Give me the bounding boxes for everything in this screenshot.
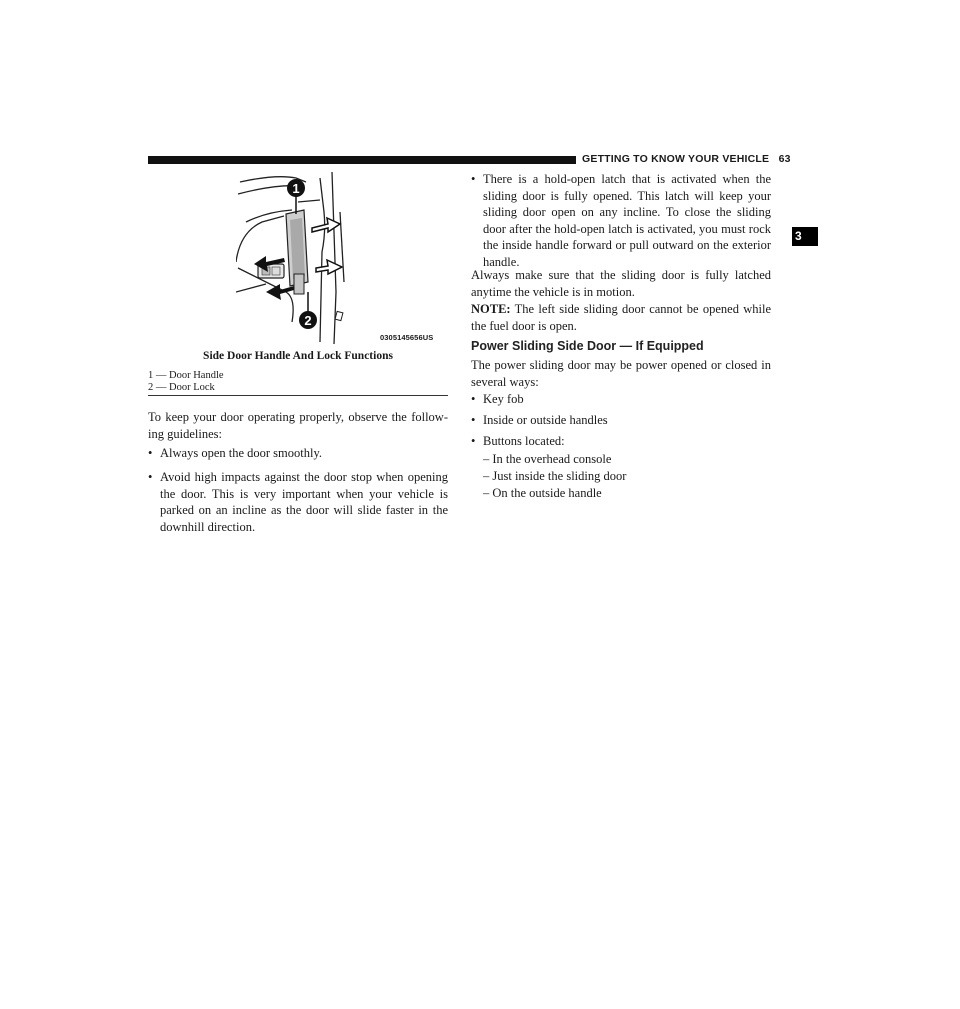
legend-item-2: 2 — Door Lock bbox=[148, 382, 215, 393]
note-text: The left side sliding door cannot be opened while the fuel door is open. bbox=[471, 302, 772, 333]
legend-rule bbox=[148, 395, 448, 396]
bullet-icon: • bbox=[148, 446, 153, 460]
sub-list-item: – In the overhead console bbox=[483, 452, 612, 466]
door-lock-knob bbox=[294, 274, 304, 294]
section-intro: The power sliding door may be power opened or closed in several ways: bbox=[471, 358, 771, 389]
note-label: NOTE: bbox=[471, 302, 511, 316]
running-header bbox=[582, 153, 791, 165]
page-number: 63 bbox=[778, 153, 791, 165]
left-column: To keep your door operating properly, observe the follow-ing guidelines: • Always open the door smoothly. • Avoid high impacts against the door stop when opening the door. This is very important when your vehicle is parked on an incline as the door will slide faster in the downhill direction. bbox=[148, 410, 448, 534]
figure-code: 0305145656US bbox=[380, 333, 434, 342]
bullet-icon: • bbox=[471, 434, 476, 448]
arrow-right-lower bbox=[316, 260, 342, 274]
legend-item-1: 1 — Door Handle bbox=[148, 370, 224, 381]
sub-list-item: – On the outside handle bbox=[483, 486, 602, 500]
section-heading: Power Sliding Side Door — If Equipped bbox=[471, 339, 704, 353]
section-title: GETTING TO KNOW YOUR VEHICLE bbox=[582, 153, 770, 165]
header-rule bbox=[148, 156, 576, 164]
bullet-icon: • bbox=[471, 392, 476, 406]
figure-caption: Side Door Handle And Lock Functions bbox=[203, 350, 393, 362]
sub-list-item: – Just inside the sliding door bbox=[483, 469, 627, 483]
callout-1-label: 1 bbox=[292, 181, 300, 196]
door-handle-illustration bbox=[236, 172, 446, 344]
bullet-icon: • bbox=[148, 470, 153, 484]
bullet-icon: • bbox=[471, 413, 476, 427]
chapter-tab bbox=[792, 227, 818, 246]
chapter-number: 3 bbox=[795, 229, 802, 243]
callout-2-label: 2 bbox=[304, 313, 312, 328]
note-paragraph bbox=[471, 301, 771, 334]
right-column: • There is a hold-open latch that is activated when the sliding door is fully opened. This latch will keep your sliding door open on any incline. To close the sliding door after the hold-open latch is activated, you must rock the inside handle forward or pull outward on the exterior handle. Always make sure that the sliding door is fully latched anytime the vehicle is in motion. NOTE: The left side sliding door cannot be opened while the fuel door is open. Power Sliding Side Door — If Equipped The power sliding door may be power opened or closed in several ways: • Key fob • Inside or outside handles • Buttons located: – In the overhead console – Just inside the sliding door – On the outside handle bbox=[471, 172, 772, 500]
bullet-icon: • bbox=[471, 172, 476, 186]
arrow-right-upper bbox=[312, 218, 340, 232]
latched-paragraph: Always make sure that the sliding door is fully latched anytime the vehicle is in motion. bbox=[471, 268, 771, 299]
intro-paragraph: To keep your door operating properly, observe the follow-ing guidelines: bbox=[148, 410, 448, 441]
